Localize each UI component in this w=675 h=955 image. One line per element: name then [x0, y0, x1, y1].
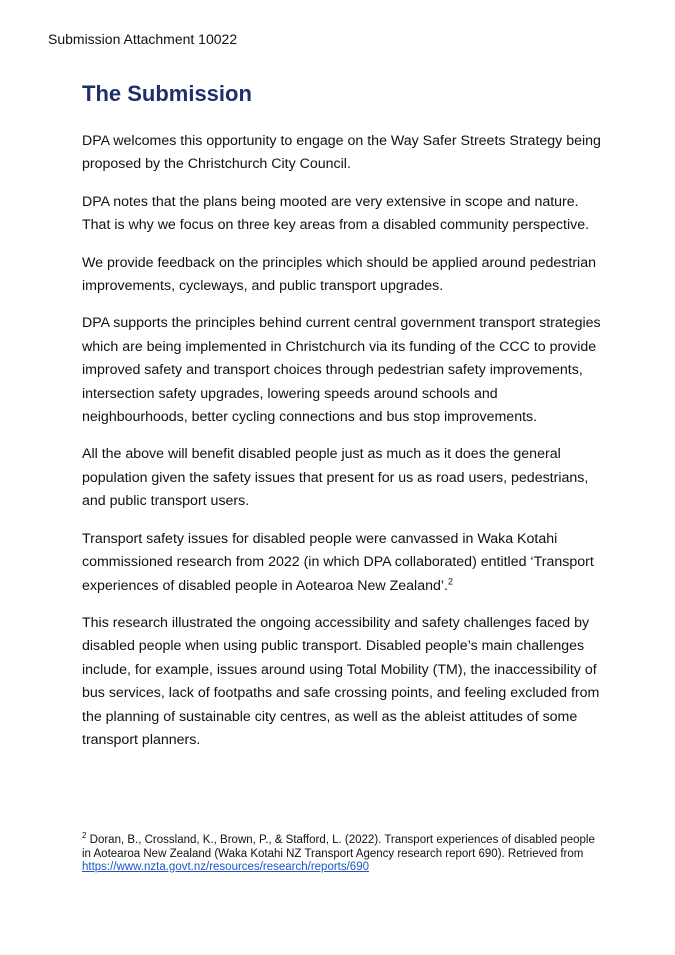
page-header-label: Submission Attachment 10022 [48, 31, 238, 47]
paragraph-2: DPA notes that the plans being mooted are very extensive in scope and nature. That is why we focus on three key areas from a disabled community perspective. [82, 193, 590, 234]
body-text [82, 130, 602, 766]
paragraph-6 [82, 528, 602, 598]
footnote-reference[interactable]: 2 [447, 575, 453, 586]
paragraph-6-text: Transport safety issues for disabled people were canvassed in Waka Kotahi commissioned research from 2022 (in which DPA collaborated) entitled ‘Transport experiences of disabled people in Aotearoa New Zealand’. [82, 530, 594, 594]
paragraph-3: We provide feedback on the principles which should be applied around pedestrian improvements, cycleways, and public transport upgrades. [82, 254, 596, 295]
paragraph-1: DPA welcomes this opportunity to engage on the Way Safer Streets Strategy being proposed by the Christchurch City Council. [82, 133, 601, 173]
footnote-link[interactable]: https://www.nzta.govt.nz/resources/research/reports/690 [82, 861, 369, 873]
paragraph-5: All the above will benefit disabled people just as much as it does the general population given the safety issues that present for us as road users, pedestrians, and public transport users. [82, 446, 589, 510]
paragraph-4: DPA supports the principles behind current central government transport strategies which are being implemented in Christchurch via its funding of the CCC to provide improved safety and transport choices through pedestrian safety improvements, intersection safety upgrades, lowering speeds around schools and neighbourhoods, better cycling connections and bus stop improvements. [82, 315, 601, 426]
footnote-marker: 2 [82, 831, 87, 841]
paragraph-7: This research illustrated the ongoing accessibility and safety challenges faced by disabled people when using public transport. Disabled people’s main challenges include, for example, issues around using Total Mobility (TM), the inaccessibility of bus services, lack of footpaths and safe crossing points, and feeling excluded from the planning of sustainable city centres, as well as the ableist attitudes of some transport planners. [82, 614, 600, 748]
footnote-text: Doran, B., Crossland, K., Brown, P., & Stafford, L. (2022). Transport experiences of disabled people in Aotearoa New Zealand (Waka Kotahi NZ Transport Agency research report 690). Retrieved from [82, 834, 595, 860]
footnote [82, 831, 602, 875]
section-title: The Submission [82, 81, 252, 106]
